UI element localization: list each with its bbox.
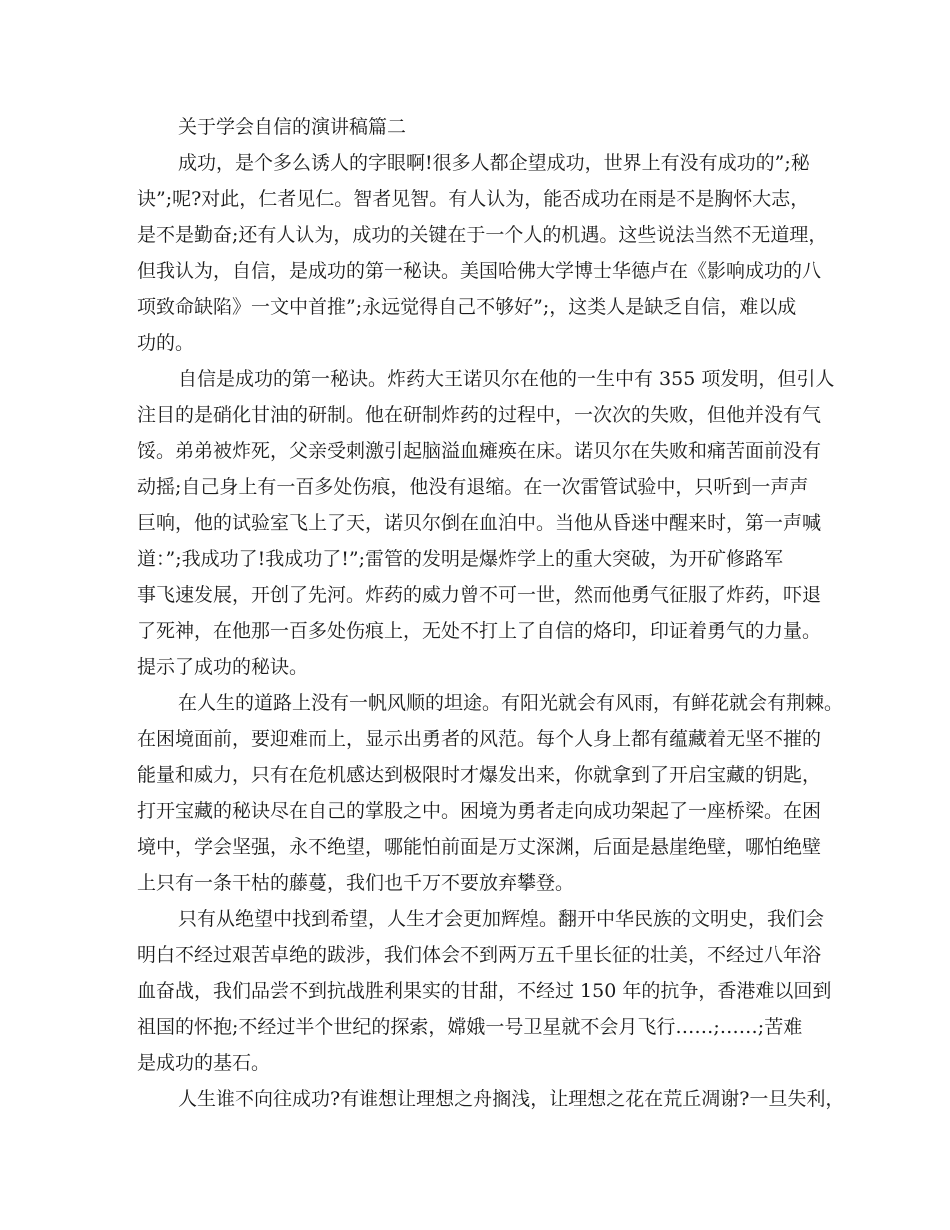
paragraph-line: 项致命缺陷》一文中首推”;永远觉得自己不够好”;，这类人是缺乏自信，难以成 — [137, 296, 797, 318]
paragraph-line: 自信是成功的第一秘诀。炸药大王诺贝尔在他的一生中有 355 项发明，但引人 — [178, 368, 835, 390]
paragraph-line: 在人生的道路上没有一帆风顺的坦途。有阳光就会有风雨，有鲜花就会有荆棘。 — [178, 692, 844, 714]
paragraph-line: 动摇;自己身上有一百多处伤痕，他没有退缩。在一次雷管试验中，只听到一声声 — [137, 476, 809, 498]
paragraph-line: 成功，是个多么诱人的字眼啊!很多人都企望成功，世界上有没有成功的”;秘 — [178, 152, 810, 174]
paragraph-line: 注目的是硝化甘油的研制。他在研制炸药的过程中，一次次的失败，但他并没有气 — [137, 404, 822, 426]
paragraph-line: 血奋战，我们品尝不到抗战胜利果实的甘甜，不经过 150 年的抗争，香港难以回到 — [137, 980, 832, 1002]
document-title: 关于学会自信的演讲稿篇二 — [178, 116, 407, 138]
paragraph-line: 人生谁不向往成功?有谁想让理想之舟搁浅，让理想之花在荒丘凋谢?一旦失利， — [178, 1088, 845, 1110]
paragraph-line: 诀”;呢?对此，仁者见仁。智者见智。有人认为，能否成功在雨是不是胸怀大志， — [137, 188, 810, 210]
paragraph-line: 巨响，他的试验室飞上了天，诺贝尔倒在血泊中。当他从昏迷中醒来时，第一声喊 — [137, 512, 822, 534]
paragraph-line: 了死神，在他那一百多处伤痕上，无处不打上了自信的烙印，印证着勇气的力量。 — [137, 620, 822, 642]
paragraph-line: 道：”;我成功了!我成功了!”;雷管的发明是爆炸学上的重大突破，为开矿修路军 — [137, 548, 784, 570]
paragraph-line: 境中，学会坚强，永不绝望，哪能怕前面是万丈深渊，后面是悬崖绝壁，哪怕绝壁 — [137, 836, 822, 858]
paragraph-line: 提示了成功的秘诀。 — [137, 656, 309, 678]
paragraph-line: 是成功的基石。 — [137, 1052, 271, 1074]
paragraph-line: 能量和威力，只有在危机感达到极限时才爆发出来，你就拿到了开启宝藏的钥匙， — [137, 764, 822, 786]
paragraph-line: 事飞速发展，开创了先河。炸药的威力曾不可一世，然而他勇气征服了炸药，吓退 — [137, 584, 822, 606]
paragraph-line: 祖国的怀抱;不经过半个世纪的探索，嫦娥一号卫星就不会月飞行……;……;苦难 — [137, 1016, 803, 1038]
paragraph-line: 上只有一条干枯的藤蔓，我们也千万不要放弃攀登。 — [137, 872, 575, 894]
paragraph-line: 但我认为，自信，是成功的第一秘诀。美国哈佛大学博士华德卢在《影响成功的八 — [137, 260, 822, 282]
paragraph-line: 只有从绝望中找到希望，人生才会更加辉煌。翻开中华民族的文明史，我们会 — [178, 908, 825, 930]
paragraph-line: 在困境面前，要迎难而上，显示出勇者的风范。每个人身上都有蕴藏着无坚不摧的 — [137, 728, 822, 750]
paragraph-line: 是不是勤奋;还有人认为，成功的关键在于一个人的机遇。这些说法当然不无道理， — [137, 224, 828, 246]
paragraph-line: 打开宝藏的秘诀尽在自己的掌股之中。困境为勇者走向成功架起了一座桥梁。在困 — [137, 800, 822, 822]
paragraph-line: 功的。 — [137, 332, 195, 354]
paragraph-line: 明白不经过艰苦卓绝的跋涉，我们体会不到两万五千里长征的壮美，不经过八年浴 — [137, 944, 822, 966]
paragraph-line: 馁。弟弟被炸死，父亲受刺激引起脑溢血瘫痪在床。诺贝尔在失败和痛苦面前没有 — [137, 440, 822, 462]
